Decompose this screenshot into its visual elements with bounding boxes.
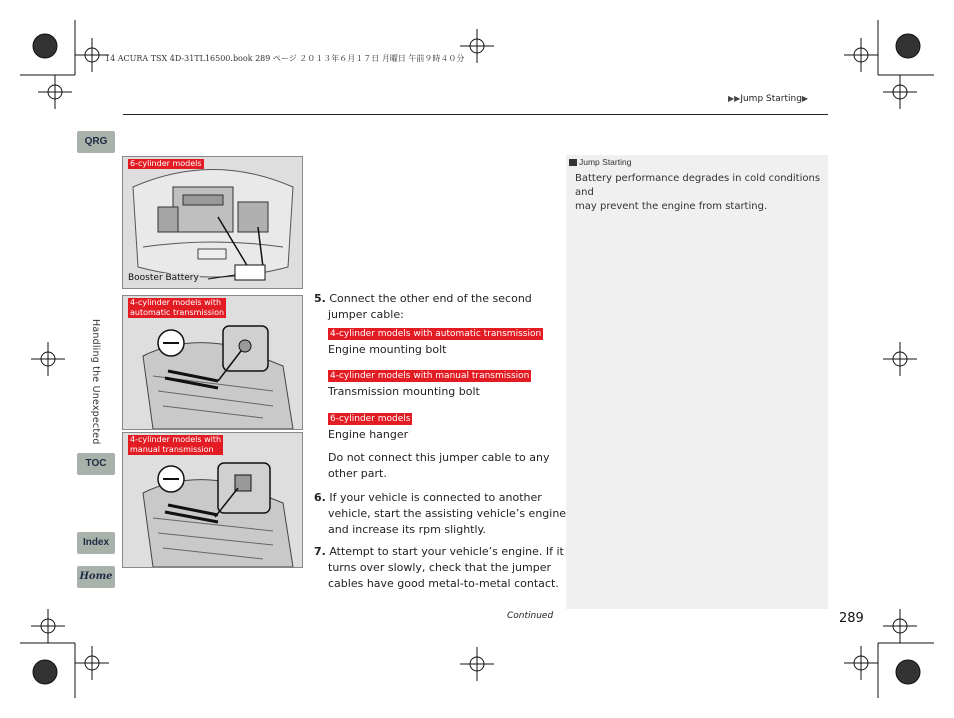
engine-bay-illustration [123,157,302,288]
header-rule [123,114,828,115]
note-line1: Battery performance degrades in cold conditions and [575,173,821,198]
step-5-number: 5. [314,292,326,305]
print-header: 14 ACURA TSX 4D-31TL16500.book 289 ページ ２０１３年６月１７日 月曜日 午前９時４０分 [105,54,465,63]
note-line2: may prevent the engine from starting. [575,201,768,212]
warning-line2: other part. [328,467,387,480]
step-7-number: 7. [314,545,326,558]
step-6-line3: and increase its rpm slightly. [328,523,486,536]
note-title-text: Jump Starting [579,157,632,167]
index-button[interactable]: Index [77,532,115,554]
tag-auto-transmission: 4-cylinder models with automatic transmission [330,329,542,339]
breadcrumb-end-arrow: ▶ [801,94,809,103]
note-body [575,172,821,214]
step-7-line3: cables have good metal-to-metal contact. [328,577,559,590]
image-3-label-line1: 4-cylinder models with [130,435,222,444]
continued-label: Continued [507,611,554,621]
engine-bay-image [122,156,303,289]
tag-six-cylinder: 6-cylinder models [330,414,411,424]
text-manual-transmission: Transmission mounting bolt [328,385,480,398]
note-title[interactable] [569,157,631,167]
booster-battery-label: Booster Battery [128,273,199,283]
auto-transmission-image [122,295,303,430]
breadcrumb-label: Jump Starting [740,94,802,104]
step-5-line1: Connect the other end of the second [329,292,532,305]
image-3-label-line2: manual transmission [130,445,214,454]
text-six-cylinder: Engine hanger [328,428,409,441]
step-6 [314,490,542,506]
image-1-label: 6-cylinder models [130,159,202,168]
step-6-line1: If your vehicle is connected to another [329,491,542,504]
image-2-label-line1: 4-cylinder models with [130,298,222,307]
step-6-number: 6. [314,491,326,504]
note-link-icon [569,159,577,166]
image-3-label [128,435,223,455]
toc-button[interactable]: TOC [77,453,115,475]
image-2-label [128,298,226,318]
qrg-button[interactable]: QRG [77,131,115,153]
image-2-label-line2: automatic transmission [130,308,225,317]
text-auto-transmission: Engine mounting bolt [328,343,447,356]
home-button[interactable]: Home [77,566,115,588]
breadcrumb[interactable] [728,94,808,104]
step-5-line2: jumper cable: [328,308,404,321]
breadcrumb-arrows: ▶▶ [728,94,741,103]
tag-manual-transmission: 4-cylinder models with manual transmission [330,371,530,381]
step-7-line1: Attempt to start your vehicle’s engine. If it [329,545,564,558]
manual-transmission-image [122,432,303,568]
section-title: Handling the Unexpected [90,319,101,445]
step-5 [314,291,532,307]
step-7-line2: turns over slowly, check that the jumper [328,561,552,574]
step-7 [314,544,564,560]
step-6-line2: vehicle, start the assisting vehicle’s engine [328,507,567,520]
note-box [566,155,828,609]
page-number: 289 [839,611,864,626]
warning-line1: Do not connect this jumper cable to any [328,451,550,464]
